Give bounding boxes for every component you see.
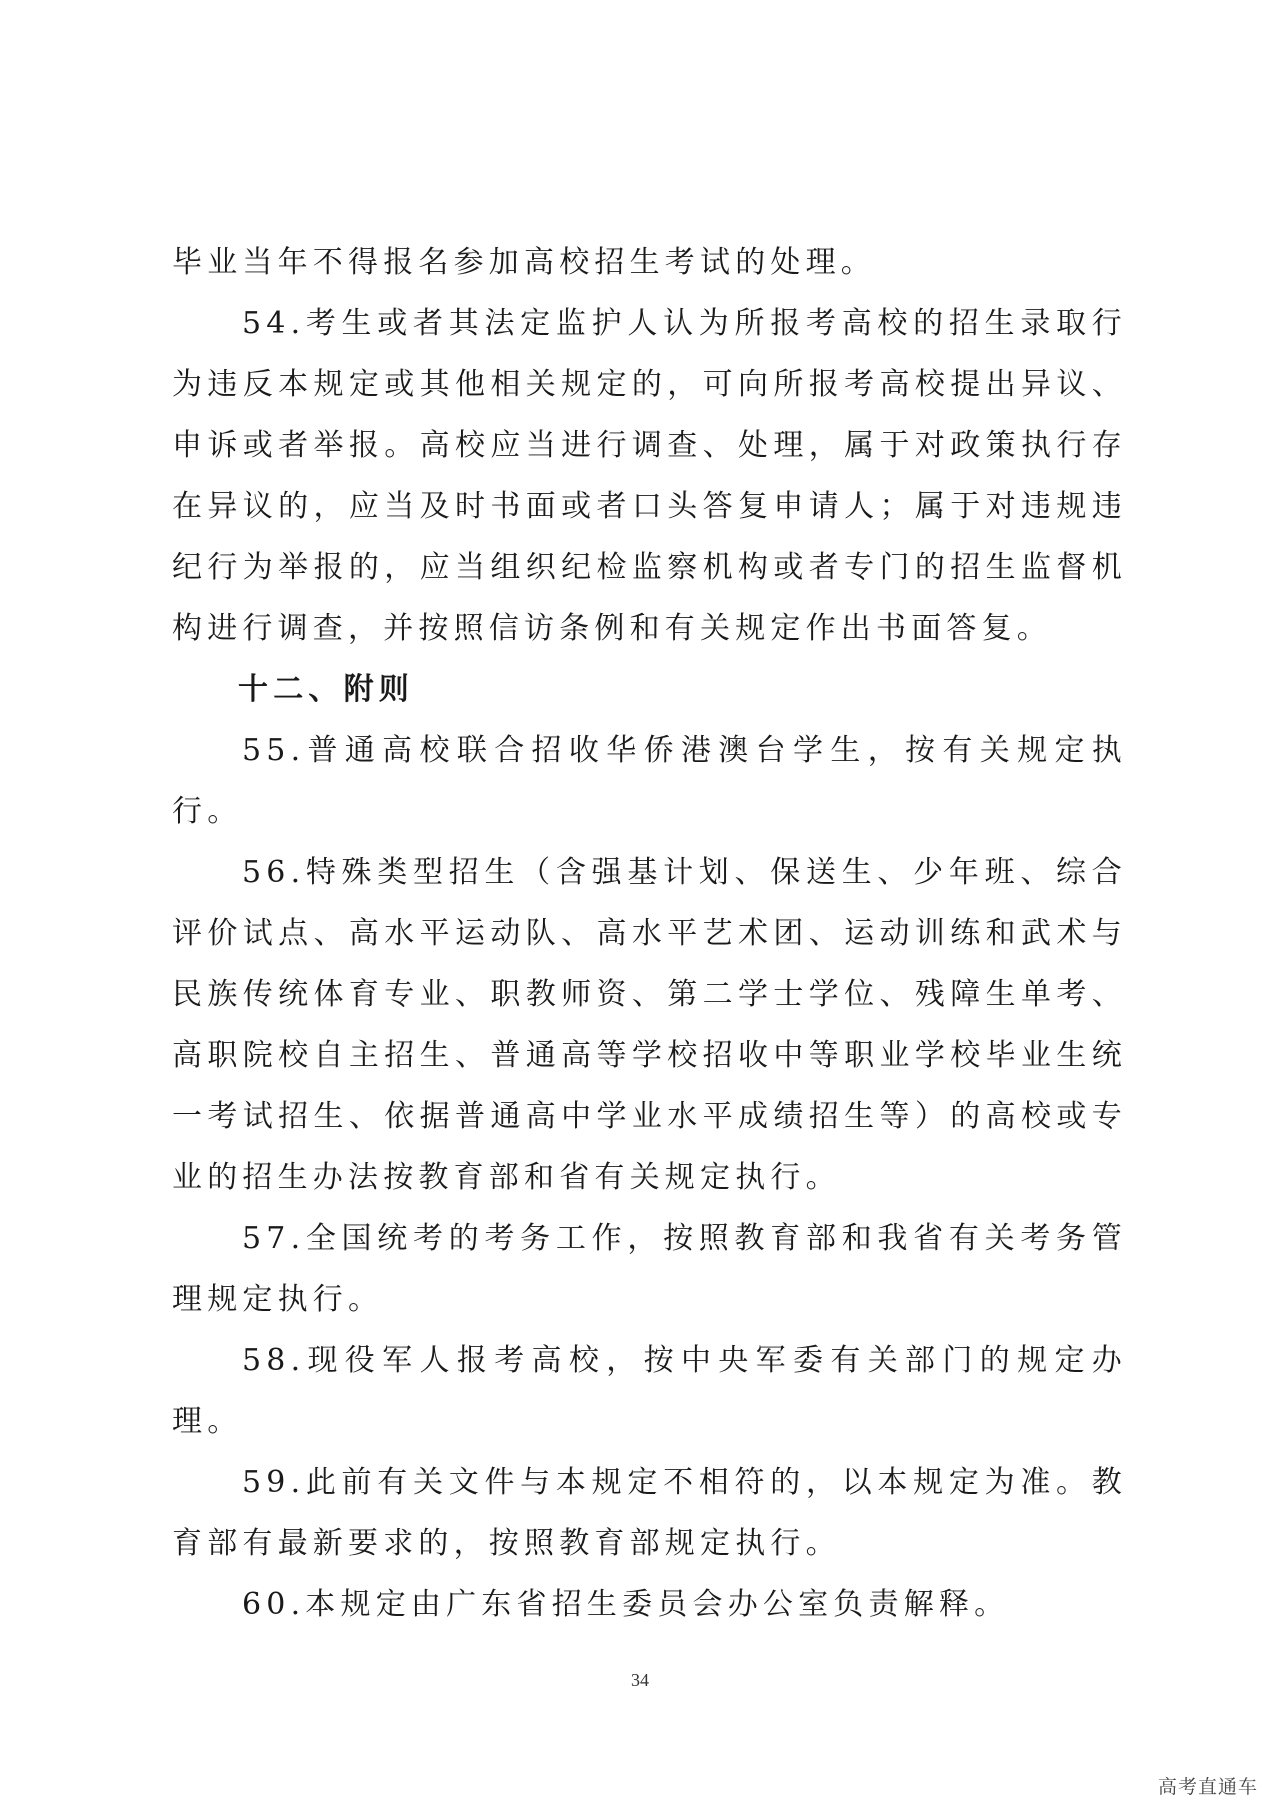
paragraph-article-58: 58.现役军人报考高校，按中央军委有关部门的规定办理。 <box>172 1343 1127 1439</box>
paragraph-article-55: 55.普通高校联合招收华侨港澳台学生，按有关规定执行。 <box>172 733 1127 829</box>
page-number: 34 <box>631 1670 649 1690</box>
paragraph-article-60: 60.本规定由广东省招生委员会办公室负责解释。 <box>242 1587 1010 1622</box>
paragraph-article-59: 59.此前有关文件与本规定不相符的，以本规定为准。教育部有最新要求的，按照教育部规定执行。 <box>172 1465 1127 1561</box>
paragraph-article-56: 56.特殊类型招生（含强基计划、保送生、少年班、综合评价试点、高水平运动队、高水平艺术团、运动训练和武术与民族传统体育专业、职教师资、第二学士学位、残障生单考、高职院校自主招生、普通高等学校招收中等职业学校毕业生统一考试招生、依据普通高中学业水平成绩招生等）的高校或专业的招生办法按教育部和省有关规定执行。 <box>172 855 1127 1195</box>
paragraph-article-54: 54.考生或者其法定监护人认为所报考高校的招生录取行为违反本规定或其他相关规定的，可向所报考高校提出异议、申诉或者举报。高校应当进行调查、处理，属于对政策执行存在异议的，应当及时书面或者口头答复申请人；属于对违规违纪行为举报的，应当组织纪检监察机构或者专门的招生监督机构进行调查，并按照信访条例和有关规定作出书面答复。 <box>172 306 1127 646</box>
paragraph-article-57: 57.全国统考的考务工作，按照教育部和我省有关考务管理规定执行。 <box>172 1221 1127 1317</box>
document-body <box>172 232 1127 1635</box>
section-heading: 十二、附则 <box>238 672 414 707</box>
watermark-label: 高考直通车 <box>1157 1776 1258 1798</box>
paragraph-continuation: 毕业当年不得报名参加高校招生考试的处理。 <box>172 245 876 280</box>
